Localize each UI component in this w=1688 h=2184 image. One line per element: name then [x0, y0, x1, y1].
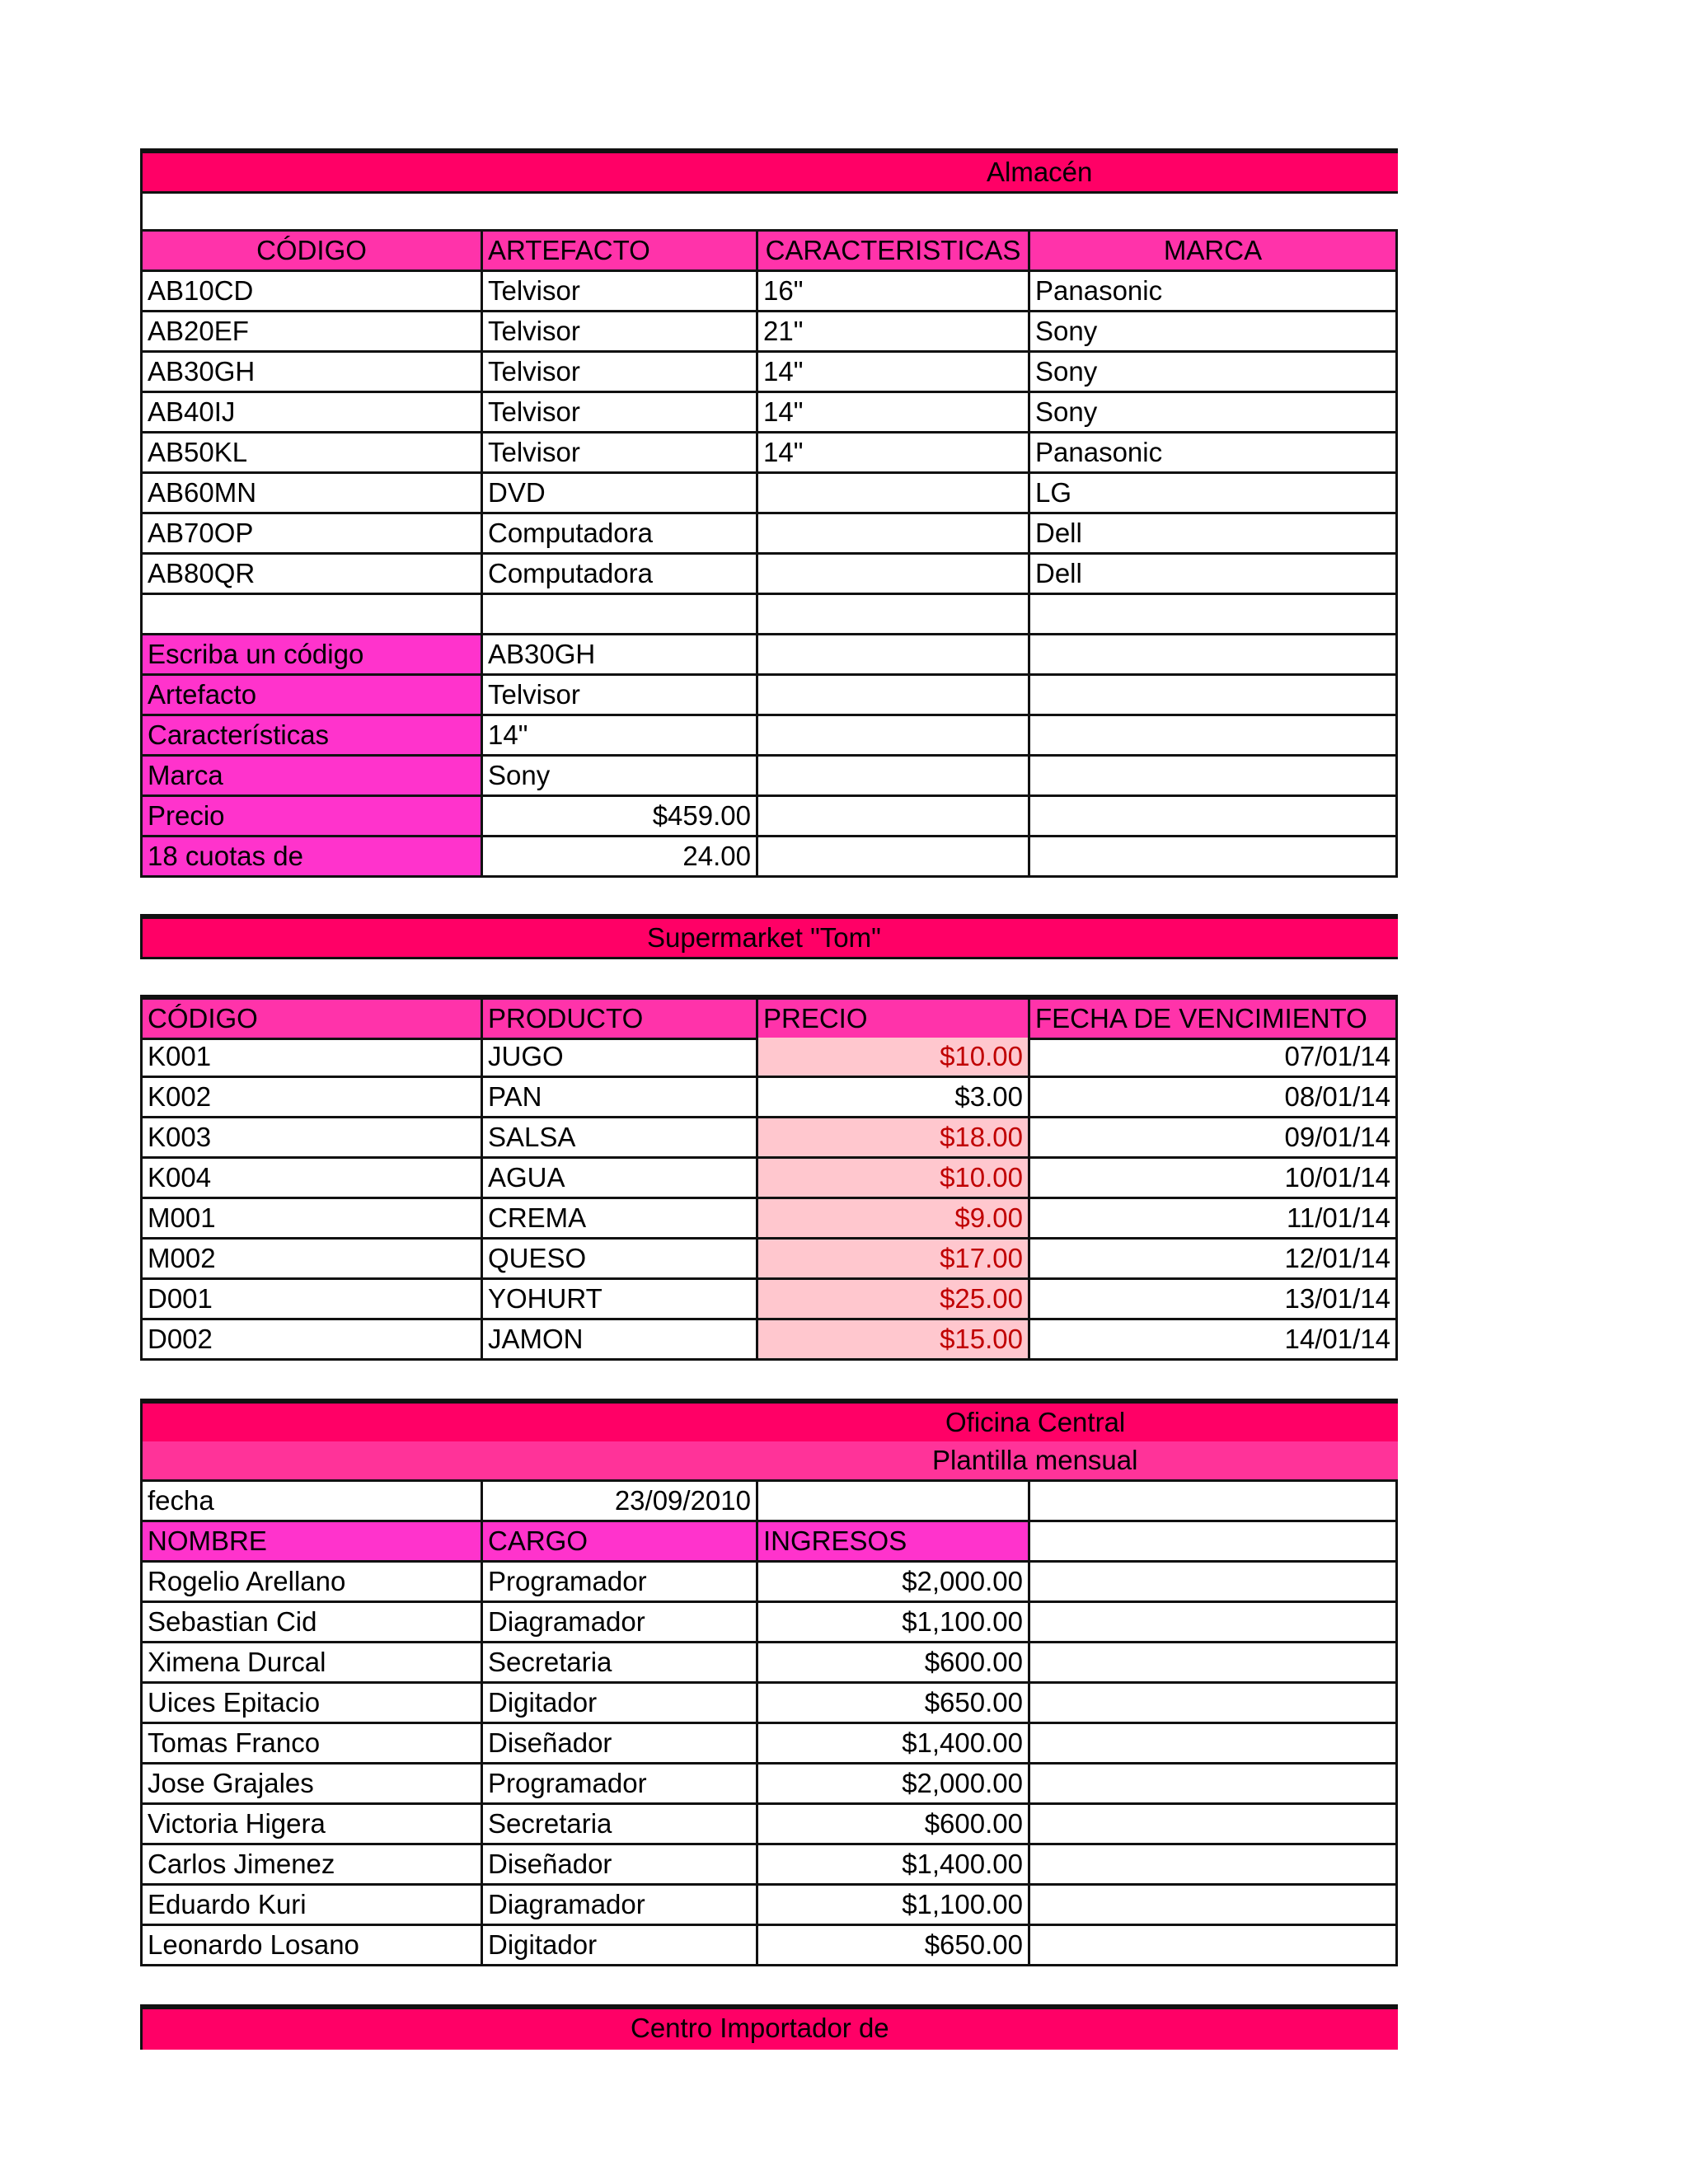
table-row	[140, 1643, 1398, 1684]
cell-fecha[interactable]: 07/01/14	[1030, 1038, 1398, 1078]
blank-cell[interactable]	[1030, 1684, 1398, 1724]
table-row	[140, 272, 1398, 312]
lookup-code-input[interactable]: AB30GH	[483, 635, 758, 676]
cell-codigo[interactable]: AB40IJ	[140, 393, 483, 434]
cell-codigo[interactable]: D002	[140, 1320, 483, 1361]
cell-fecha[interactable]: 14/01/14	[1030, 1320, 1398, 1361]
cell-marca[interactable]: LG	[1030, 474, 1398, 514]
blank-cell[interactable]	[1030, 757, 1398, 797]
blank-cell[interactable]	[1030, 1643, 1398, 1684]
cell-caracteristicas[interactable]: 14"	[758, 434, 1030, 474]
cell-cargo[interactable]: Diagramador	[483, 1603, 758, 1643]
cell-ingresos[interactable]: $2,000.00	[758, 1563, 1030, 1603]
centro-title[interactable]: Centro Importador de	[140, 2007, 1398, 2050]
blank-cell[interactable]	[140, 191, 1398, 232]
cell-codigo[interactable]: AB80QR	[140, 555, 483, 595]
spreadsheet	[140, 148, 1398, 2047]
lookup-value[interactable]: 14"	[483, 716, 758, 757]
cell-fecha[interactable]: 12/01/14	[1030, 1240, 1398, 1280]
lookup-value[interactable]: $459.00	[483, 797, 758, 837]
cell-ingresos[interactable]: $1,100.00	[758, 1603, 1030, 1643]
lookup-label[interactable]: 18 cuotas de	[140, 837, 483, 878]
table-row	[140, 434, 1398, 474]
cell-precio[interactable]: $15.00	[758, 1320, 1030, 1361]
cell-artefacto[interactable]: DVD	[483, 474, 758, 514]
cell-producto[interactable]: PAN	[483, 1078, 758, 1118]
cell-cargo[interactable]: Diseñador	[483, 1845, 758, 1886]
cell-producto[interactable]: YOHURT	[483, 1280, 758, 1320]
blank-cell[interactable]	[758, 595, 1030, 635]
cell-caracteristicas[interactable]: 14"	[758, 393, 1030, 434]
cell-codigo[interactable]: K004	[140, 1159, 483, 1199]
date-label[interactable]: fecha	[140, 1482, 483, 1522]
cell-ingresos[interactable]: $650.00	[758, 1926, 1030, 1966]
blank-cell[interactable]	[1030, 676, 1398, 716]
cell-nombre[interactable]: Sebastian Cid	[140, 1603, 483, 1643]
cell-ingresos[interactable]: $1,100.00	[758, 1886, 1030, 1926]
table-row	[140, 1078, 1398, 1118]
blank-cell[interactable]	[758, 676, 1030, 716]
cell-fecha[interactable]: 10/01/14	[1030, 1159, 1398, 1199]
lookup-label[interactable]: Características	[140, 716, 483, 757]
cell-ingresos[interactable]: $600.00	[758, 1643, 1030, 1684]
lookup-row	[140, 837, 1398, 878]
cell-cargo[interactable]: Secretaria	[483, 1805, 758, 1845]
cell-codigo[interactable]: AB20EF	[140, 312, 483, 353]
header-caracteristicas[interactable]: CARACTERISTICAS	[758, 232, 1030, 272]
cell-caracteristicas[interactable]	[758, 474, 1030, 514]
cell-ingresos[interactable]: $600.00	[758, 1805, 1030, 1845]
cell-cargo[interactable]: Digitador	[483, 1926, 758, 1966]
header-artefacto[interactable]: ARTEFACTO	[483, 232, 758, 272]
blank-cell[interactable]	[1030, 1724, 1398, 1765]
cell-producto[interactable]: SALSA	[483, 1118, 758, 1159]
cell-nombre[interactable]: Eduardo Kuri	[140, 1886, 483, 1926]
cell-precio[interactable]: $3.00	[758, 1078, 1030, 1118]
blank-cell[interactable]	[1030, 1886, 1398, 1926]
cell-artefacto[interactable]: Telvisor	[483, 393, 758, 434]
cell-ingresos[interactable]: $1,400.00	[758, 1724, 1030, 1765]
cell-cargo[interactable]: Programador	[483, 1563, 758, 1603]
table-row	[140, 1845, 1398, 1886]
cell-precio[interactable]: $10.00	[758, 1159, 1030, 1199]
lookup-label[interactable]: Artefacto	[140, 676, 483, 716]
cell-nombre[interactable]: Ximena Durcal	[140, 1643, 483, 1684]
cell-precio[interactable]: $10.00	[758, 1038, 1030, 1078]
cell-codigo[interactable]: K003	[140, 1118, 483, 1159]
table-row	[140, 1159, 1398, 1199]
almacen-blank-row	[140, 191, 1398, 232]
table-row	[140, 474, 1398, 514]
table-row	[140, 1320, 1398, 1361]
cell-codigo[interactable]: K002	[140, 1078, 483, 1118]
table-row	[140, 1199, 1398, 1240]
cell-caracteristicas[interactable]	[758, 514, 1030, 555]
blank-cell[interactable]	[1030, 595, 1398, 635]
cell-fecha[interactable]: 11/01/14	[1030, 1199, 1398, 1240]
table-row-empty	[140, 595, 1398, 635]
table-row	[140, 1886, 1398, 1926]
header-ingresos[interactable]: INGRESOS	[758, 1522, 1030, 1563]
blank-cell[interactable]	[758, 635, 1030, 676]
cell-marca[interactable]: Panasonic	[1030, 272, 1398, 312]
cell-codigo[interactable]: AB30GH	[140, 353, 483, 393]
oficina-subtitle-row	[140, 1441, 1398, 1482]
cell-nombre[interactable]: Jose Grajales	[140, 1765, 483, 1805]
cell-artefacto[interactable]: Computadora	[483, 555, 758, 595]
supermarket-title[interactable]: Supermarket "Tom"	[140, 916, 1398, 959]
blank-cell[interactable]	[483, 595, 758, 635]
cell-artefacto[interactable]: Telvisor	[483, 353, 758, 393]
header-precio[interactable]: PRECIO	[758, 997, 1030, 1040]
header-producto[interactable]: PRODUCTO	[483, 997, 758, 1040]
cell-nombre[interactable]: Rogelio Arellano	[140, 1563, 483, 1603]
blank-cell[interactable]	[758, 837, 1030, 878]
cell-fecha[interactable]: 09/01/14	[1030, 1118, 1398, 1159]
cell-artefacto[interactable]: Computadora	[483, 514, 758, 555]
cell-nombre[interactable]: Leonardo Losano	[140, 1926, 483, 1966]
blank-cell[interactable]	[758, 1482, 1030, 1522]
almacen-title[interactable]: Almacén	[140, 151, 1398, 194]
blank-cell[interactable]	[1030, 1765, 1398, 1805]
lookup-label[interactable]: Marca	[140, 757, 483, 797]
cell-cargo[interactable]: Diagramador	[483, 1886, 758, 1926]
cell-precio[interactable]: $17.00	[758, 1240, 1030, 1280]
header-codigo[interactable]: CÓDIGO	[140, 232, 483, 272]
cell-artefacto[interactable]: Telvisor	[483, 312, 758, 353]
cell-marca[interactable]: Sony	[1030, 312, 1398, 353]
header-cargo[interactable]: CARGO	[483, 1522, 758, 1563]
cell-caracteristicas[interactable]: 14"	[758, 353, 1030, 393]
cell-fecha[interactable]: 08/01/14	[1030, 1078, 1398, 1118]
cell-codigo[interactable]: AB70OP	[140, 514, 483, 555]
lookup-row	[140, 797, 1398, 837]
cell-ingresos[interactable]: $1,400.00	[758, 1845, 1030, 1886]
cell-codigo[interactable]: M001	[140, 1199, 483, 1240]
blank-cell[interactable]	[1030, 635, 1398, 676]
cell-producto[interactable]: QUESO	[483, 1240, 758, 1280]
table-row	[140, 555, 1398, 595]
cell-ingresos[interactable]: $2,000.00	[758, 1765, 1030, 1805]
cell-producto[interactable]: AGUA	[483, 1159, 758, 1199]
almacen-header-row	[140, 232, 1398, 272]
cell-marca[interactable]: Sony	[1030, 353, 1398, 393]
lookup-row	[140, 635, 1398, 676]
almacen-title-row	[140, 148, 1398, 191]
supermarket-header-row	[140, 995, 1398, 1038]
blank-cell[interactable]	[758, 716, 1030, 757]
cell-producto[interactable]: JUGO	[483, 1038, 758, 1078]
lookup-label[interactable]: Precio	[140, 797, 483, 837]
table-row	[140, 1280, 1398, 1320]
blank-cell[interactable]	[758, 797, 1030, 837]
oficina-header-row	[140, 1522, 1398, 1563]
lookup-row	[140, 676, 1398, 716]
cell-caracteristicas[interactable]	[758, 555, 1030, 595]
blank-cell[interactable]	[1030, 1482, 1398, 1522]
table-row	[140, 1724, 1398, 1765]
blank-cell[interactable]	[1030, 797, 1398, 837]
table-row	[140, 1926, 1398, 1966]
oficina-subtitle[interactable]: Plantilla mensual	[140, 1441, 1398, 1482]
cell-codigo[interactable]: M002	[140, 1240, 483, 1280]
cell-cargo[interactable]: Diseñador	[483, 1724, 758, 1765]
cell-marca[interactable]: Dell	[1030, 514, 1398, 555]
header-marca[interactable]: MARCA	[1030, 232, 1398, 272]
cell-codigo[interactable]: K001	[140, 1038, 483, 1078]
blank-cell[interactable]	[1030, 1805, 1398, 1845]
lookup-value[interactable]: Telvisor	[483, 676, 758, 716]
header-fecha-vencimiento[interactable]: FECHA DE VENCIMIENTO	[1030, 997, 1398, 1040]
table-row	[140, 393, 1398, 434]
table-row	[140, 1118, 1398, 1159]
blank-cell[interactable]	[758, 757, 1030, 797]
blank-cell[interactable]	[1030, 1522, 1398, 1563]
cell-cargo[interactable]: Programador	[483, 1765, 758, 1805]
blank-cell[interactable]	[1030, 837, 1398, 878]
cell-caracteristicas[interactable]: 21"	[758, 312, 1030, 353]
cell-precio[interactable]: $9.00	[758, 1199, 1030, 1240]
cell-marca[interactable]: Panasonic	[1030, 434, 1398, 474]
oficina-title[interactable]: Oficina Central	[140, 1401, 1398, 1444]
cell-nombre[interactable]: Uices Epitacio	[140, 1684, 483, 1724]
table-row	[140, 514, 1398, 555]
cell-codigo[interactable]: D001	[140, 1280, 483, 1320]
blank-cell[interactable]	[1030, 1603, 1398, 1643]
cell-artefacto[interactable]: Telvisor	[483, 272, 758, 312]
cell-producto[interactable]: CREMA	[483, 1199, 758, 1240]
date-value[interactable]: 23/09/2010	[483, 1482, 758, 1522]
centro-title-row	[140, 2004, 1398, 2047]
table-row	[140, 1765, 1398, 1805]
table-row	[140, 1240, 1398, 1280]
lookup-row	[140, 757, 1398, 797]
table-row	[140, 1603, 1398, 1643]
table-row	[140, 1038, 1398, 1078]
cell-codigo[interactable]: AB50KL	[140, 434, 483, 474]
table-row	[140, 1805, 1398, 1845]
table-row	[140, 1563, 1398, 1603]
cell-codigo[interactable]: AB10CD	[140, 272, 483, 312]
supermarket-title-row	[140, 914, 1398, 957]
lookup-row	[140, 716, 1398, 757]
cell-codigo[interactable]: AB60MN	[140, 474, 483, 514]
header-nombre[interactable]: NOMBRE	[140, 1522, 483, 1563]
cell-precio[interactable]: $25.00	[758, 1280, 1030, 1320]
cell-cargo[interactable]: Secretaria	[483, 1643, 758, 1684]
cell-precio[interactable]: $18.00	[758, 1118, 1030, 1159]
cell-marca[interactable]: Sony	[1030, 393, 1398, 434]
lookup-label[interactable]: Escriba un código	[140, 635, 483, 676]
header-codigo[interactable]: CÓDIGO	[140, 997, 483, 1040]
blank-cell[interactable]	[1030, 716, 1398, 757]
table-row	[140, 312, 1398, 353]
oficina-title-row	[140, 1399, 1398, 1441]
lookup-value[interactable]: 24.00	[483, 837, 758, 878]
table-row	[140, 353, 1398, 393]
cell-caracteristicas[interactable]: 16"	[758, 272, 1030, 312]
oficina-date-row	[140, 1482, 1398, 1522]
cell-producto[interactable]: JAMON	[483, 1320, 758, 1361]
cell-nombre[interactable]: Carlos Jimenez	[140, 1845, 483, 1886]
blank-cell[interactable]	[1030, 1845, 1398, 1886]
cell-nombre[interactable]: Tomas Franco	[140, 1724, 483, 1765]
table-row	[140, 1684, 1398, 1724]
cell-marca[interactable]: Dell	[1030, 555, 1398, 595]
lookup-value[interactable]: Sony	[483, 757, 758, 797]
cell-artefacto[interactable]: Telvisor	[483, 434, 758, 474]
blank-cell[interactable]	[140, 595, 483, 635]
blank-cell[interactable]	[1030, 1563, 1398, 1603]
cell-nombre[interactable]: Victoria Higera	[140, 1805, 483, 1845]
cell-fecha[interactable]: 13/01/14	[1030, 1280, 1398, 1320]
cell-cargo[interactable]: Digitador	[483, 1684, 758, 1724]
blank-cell[interactable]	[1030, 1926, 1398, 1966]
cell-ingresos[interactable]: $650.00	[758, 1684, 1030, 1724]
